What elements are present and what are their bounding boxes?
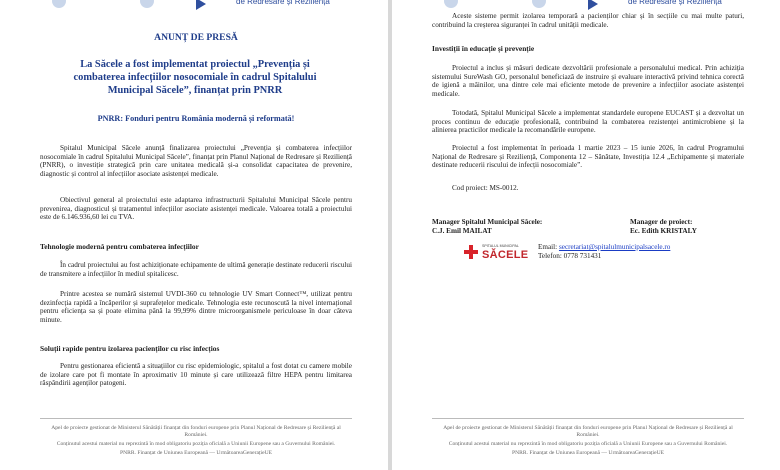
pnrr-logo-icon: [196, 0, 206, 10]
paragraph-implementation: Proiectul a fost implementat în perioada 1 martie 2023 – 15 iunie 2026, în cadrul Programului Național de Redresare și Reziliență, Componenta 12 – Sănătate, Investiția 12.4 „Echipamente și materiale destinate reducerii riscului de infecții nosocomiale”.: [432, 144, 744, 170]
section-heading-isolation: Soluții rapide pentru izolarea pacienților cu risc infecțios: [40, 344, 220, 353]
contact-phone: Telefon: 0778 731431: [538, 252, 602, 260]
doc-label: ANUNȚ DE PRESĂ: [154, 32, 238, 43]
eu-flag-icon: [52, 0, 66, 8]
hospital-logo-name: SĂCELE: [482, 249, 529, 261]
paragraph-eucast: Totodată, Spitalul Municipal Săcele a implementat standardele europene EUCAST și a dezvoltat un proces continuu de educație profesională, contribuind la combaterea rezistenței antimicrobiene și la alinierea practicilor medicale la recomandările europene.: [432, 109, 744, 135]
paragraph-equipment: În cadrul proiectului au fost achiziționate echipamente de ultimă generație destinate reducerii riscului de transmitere a infecțiilor în mediul spitalicesc.: [40, 261, 352, 278]
contact-email: [538, 243, 670, 252]
eu-flag-icon: [444, 0, 458, 8]
page-subtitle: PNRR: Fonduri pentru România modernă și reformată!: [97, 114, 295, 123]
header-program-text: de Redresare și Reziliență: [628, 0, 722, 6]
government-emblem-icon: [140, 0, 154, 8]
signature-project-manager-role: Manager de proiect:: [630, 218, 693, 226]
footer-pnrr-line: PNRR. Finanțat de Uniunea Europeană — UrmătoareaGenerațieUE: [511, 450, 665, 456]
header-strip: [0, 0, 388, 10]
footer-funding-line: Apel de proiecte gestionat de Ministerul Sănătății finanțat din fonduri europene prin Planul Național de Redresare și Reziliență al României.: [51, 425, 341, 438]
section-heading-education: Investiții în educație și prevenție: [432, 44, 535, 53]
paragraph-surewash: Proiectul a inclus și măsuri dedicate dezvoltării profesionale a personalului medical. Prin achiziția sistemului SureWash GO, personalul beneficiază de instruire și evaluare interactivă privind tehnica corectă de igienă a mâinilor, una dintre cele mai eficiente metode de prevenire a infecțiilor asociate asistenței medicale.: [432, 64, 744, 98]
paragraph-isolation-cont: Aceste sisteme permit izolarea temporară a pacienților chiar și în secțiile cu mai multe paturi, contribuind la creșterea siguranței în cadrul unității medicale.: [432, 12, 744, 29]
signature-project-manager-name: Ec. Edith KRISTALY: [630, 227, 697, 235]
government-emblem-icon: [532, 0, 546, 8]
footer-pnrr-line: PNRR. Finanțat de Uniunea Europeană — UrmătoareaGenerațieUE: [119, 450, 273, 456]
footer-funding-line: Apel de proiecte gestionat de Ministerul Sănătății finanțat din fonduri europene prin Planul Național de Redresare și Reziliență al României.: [443, 425, 733, 438]
page-footer: [432, 418, 744, 459]
document-page-right: [392, 0, 780, 470]
hospital-logo: [464, 241, 528, 265]
header-program-text: de Redresare și Reziliență: [236, 0, 330, 6]
footer-disclaimer-line: Conținutul acestui material nu reprezintă în mod obligatoriu poziția oficială a Uniunii Europene sau a Guvernului României.: [56, 441, 336, 447]
signature-manager-role: Manager Spitalul Municipal Săcele:: [432, 218, 543, 226]
page-title: La Săcele a fost implementat proiectul „Prevenția și combaterea infecțiilor nosocomiale în cadrul Spitalului Municipal Săcele”, finanțat prin PNRR: [73, 59, 317, 96]
paragraph-uvdi: Printre acestea se numără sistemul UVDI-360 cu tehnologie UV Smart Connect™, utilizat pentru dezinfecția rapidă a încăperilor și suprafețelor medicale. Tehnologia este recunoscută la nivel internațional pentru eficiența sa și poate elimina până la 99,99% dintre microorganismele periculoase în doar câteva minute.: [40, 290, 352, 324]
section-heading-technology: Tehnologie modernă pentru combaterea infecțiilor: [40, 242, 199, 251]
pnrr-logo-icon: [588, 0, 598, 10]
document-page-left: [0, 0, 388, 470]
medical-cross-icon: [464, 245, 478, 259]
footer-disclaimer-line: Conținutul acestui material nu reprezintă în mod obligatoriu poziția oficială a Uniunii Europene sau a Guvernului României.: [448, 441, 728, 447]
paragraph-objective: Obiectivul general al proiectului este adaptarea infrastructurii Spitalului Municipal Săcele pentru prevenirea, diagnosticul și tratamentul infecțiilor asociate asistenței medicale. Valoarea totală a proiectului este de 6.146.936,60 lei cu TVA.: [40, 196, 352, 222]
email-label: Email:: [538, 243, 558, 251]
page-footer: [40, 418, 352, 459]
project-code: Cod proiect: MS-0012.: [452, 184, 519, 192]
signature-manager-name: C.J. Emil MAILAT: [432, 227, 492, 235]
header-strip: [392, 0, 780, 10]
paragraph-isolation: Pentru gestionarea eficientă a situațiilor cu risc epidemiologic, spitalul a fost dotat cu camere mobile de izolare care pot fi montate în aproximativ 10 minute și care utilizează filtre HEPA pentru limitarea răspândirii agenților patogeni.: [40, 362, 352, 388]
email-link[interactable]: secretariat@spitalulmunicipalsacele.ro: [558, 243, 671, 251]
paragraph-intro: Spitalul Municipal Săcele anunță finalizarea proiectului „Prevenția și combaterea infecțiilor nosocomiale în cadrul Spitalului Municipal Săcele”, finanțat prin Planul Național de Redresare și Reziliență (PNRR), o investiție strategică prin care unitatea medicală și-a consolidat capacitatea de prevenire, diagnostic și control al infecțiilor asociate asistenței medicale.: [40, 144, 352, 178]
hospital-logo-caption: SPITALUL MUNICIPAL: [482, 244, 519, 248]
